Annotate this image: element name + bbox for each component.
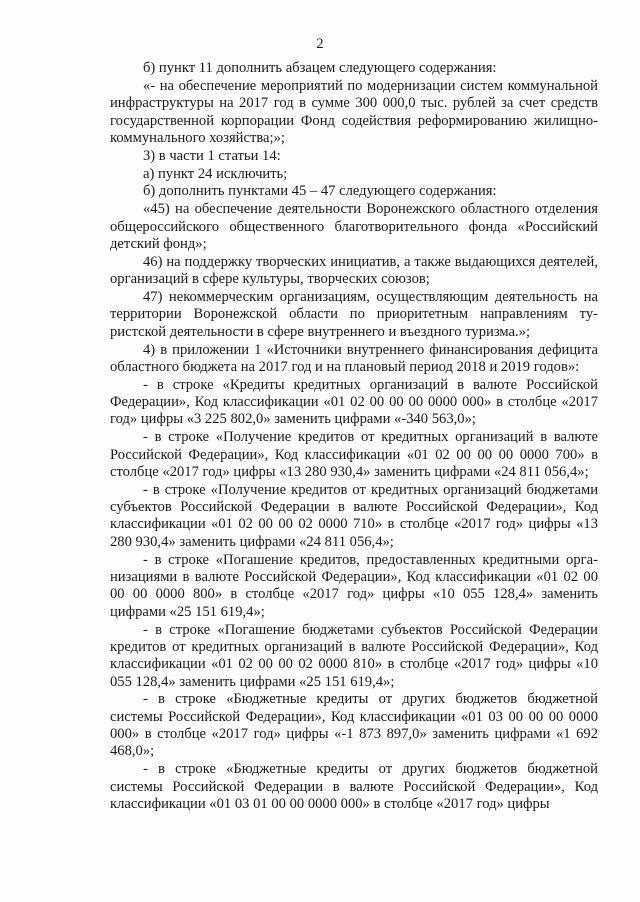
paragraph-1: б) пункт 11 дополнить абзацем следующего содержания: [143,60,497,76]
document-body [110,60,598,813]
paragraph-10: - в строке «Кредиты кредитных организаций в валюте Российской Федерации», Код классификации «01 02 00 00 00 0000 000» в столбце «2017 год» цифры «3 225 802,0» заменить цифрами «-340 563,0»; [110,376,598,428]
paragraph-12: - в строке «Получение кредитов от кредитных организаций бюджетами субъектов Российской Федерации в валюте Российской Федерации», Код классификации «01 02 00 00 02 0000 710» в столбце «2017 год» цифры «13 280 930,4» заменить цифрами «24 811 056,4»; [110,481,598,550]
paragraph-3: 3) в части 1 статьи 14: [143,147,281,164]
paragraph-9: 4) в приложении 1 «Источники внутреннего финансирования дефицита областного бюджета на 2017 год и на плановый период 2018 и 2019 годов»: [110,341,598,375]
paragraph-5: б) дополнить пунктами 45 – 47 следующего содержания: [143,183,497,200]
paragraph-2: «- на обеспечение мероприятий по модернизации систем коммунальной инфраструктуры на 2017 год в сумме 300 000,0 тыс. рублей за счет средств государственной корпорации Фонд содействия реформированию жилищно-коммунального хозяйства;»; [110,77,598,146]
paragraph-6: «45) на обеспечение деятельности Воронежского областного отделения общероссийского общественного благотворительного фонда «Российский детский фонд»; [110,201,598,252]
paragraph-14: - в строке «Погашение бюджетами субъектов Российской Федерации кредитов от кредитных организаций в валюте Российской Федерации», Код классификации «01 02 00 00 02 0000 810» в столбце «2017 год» цифры «10 055 128,4» заменить цифрами «25 151 619,4»; [110,621,598,690]
paragraph-4: а) пункт 24 исключить; [143,165,288,182]
page-number: 2 [316,36,324,52]
paragraph-11: - в строке «Получение кредитов от кредитных организаций в валюте Российской Федерации», Код классификации «01 02 00 00 00 0000 700» в столбце «2017 год» цифры «13 280 930,4» заменить цифрами «24 811 056,4»; [110,429,598,480]
paragraph-13: - в строке «Погашение кредитов, предоставленных кредитными организациями в валюте Российской Федерации», Код классификации «01 02 00 00 00 0000 800» в столбце «2017 год» цифры «10 055 128,4» заменить цифрами «25 151 619,4»; [110,551,598,620]
paragraph-8: 47) некоммерческим организациям, осуществляющим деятельность на территории Воронежской области по приоритетным направлениям туристской деятельности в сфере внутреннего и въездного туризма.»; [110,288,598,340]
paragraph-7: 46) на поддержку творческих инициатив, а также выдающихся деятелей, организаций в сфере культуры, творческих союзов; [110,253,598,288]
paragraph-15: - в строке «Бюджетные кредиты от других бюджетов бюджетной системы Российской Федерации», Код классификации «01 03 00 00 00 0000 000» в столбце «2017 год» цифры «-1 873 897,0» заменить цифрами «1 692 468,0»; [110,691,598,760]
paragraph-16: - в строке «Бюджетные кредиты от других бюджетов бюджетной системы Российской Федерации в валюте Российской Федерации», Код классификации «01 03 01 00 00 0000 000» в столбце «2017 год» цифры [110,761,598,812]
